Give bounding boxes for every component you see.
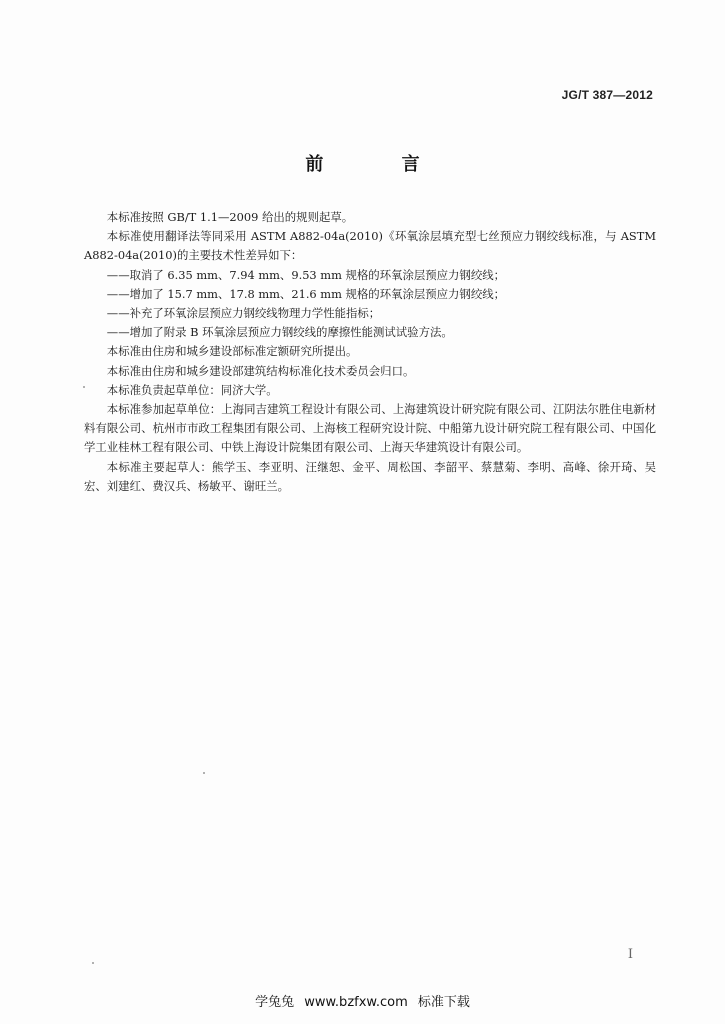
difference-item: ——取消了 6.35 mm、7.94 mm、9.53 mm 规格的环氧涂层预应力钢绞线； — [106, 267, 505, 282]
scan-speck — [203, 772, 205, 774]
paragraph-drafting-rules: 本标准按照 GB/T 1.1—2009 给出的规则起草。 — [106, 210, 354, 224]
page-number: I — [627, 947, 633, 962]
paragraph-adoption: 本标准使用翻译法等同采用 ASTM A882-04a(2010)《环氧涂层填充型七丝预应力钢绞线标准，与 ASTM A882-04a(2010)的主要技术性差异如下： — [84, 229, 656, 263]
foreword-body — [84, 208, 656, 496]
site-footer: 学兔兔 www.bzfxw.com 标准下载 — [255, 995, 470, 1010]
page-title: 前 言 — [305, 154, 456, 175]
paragraph-committee: 本标准由住房和城乡建设部建筑结构标准化技术委员会归口。 — [106, 363, 415, 378]
difference-item: ——增加了附录 B 环氧涂层预应力钢绞线的摩擦性能测试试验方法。 — [106, 325, 453, 340]
difference-item: ——补充了环氧涂层预应力钢绞线物理力学性能指标； — [106, 306, 381, 321]
scan-speck — [92, 962, 94, 964]
difference-item: ——增加了 15.7 mm、17.8 mm、21.6 mm 规格的环氧涂层预应力钢绞线； — [106, 286, 505, 301]
paragraph-lead-drafter: 本标准负责起草单位：同济大学。 — [106, 382, 278, 397]
paragraph-proposer: 本标准由住房和城乡建设部标准定额研究所提出。 — [106, 344, 358, 359]
standard-code: JG/T 387—2012 — [561, 88, 653, 102]
scan-speck — [83, 386, 85, 388]
paragraph-participating-units: 本标准参加起草单位：上海同吉建筑工程设计有限公司、上海建筑设计研究院有限公司、江阴法尔胜住电新材料有限公司、杭州市市政工程集团有限公司、上海核工程研究设计院、中船第九设计研究院工程有限公司、中国化学工业桂林工程有限公司、中铁上海设计院集团有限公司、上海天华建筑设计有限公司。 — [84, 402, 656, 455]
paragraph-drafters: 本标准主要起草人：熊学玉、李亚明、汪继恕、金平、周松国、李韶平、蔡慧菊、李明、高峰、徐开琦、吴宏、刘建红、费汉兵、杨敏平、谢旺兰。 — [84, 459, 656, 493]
